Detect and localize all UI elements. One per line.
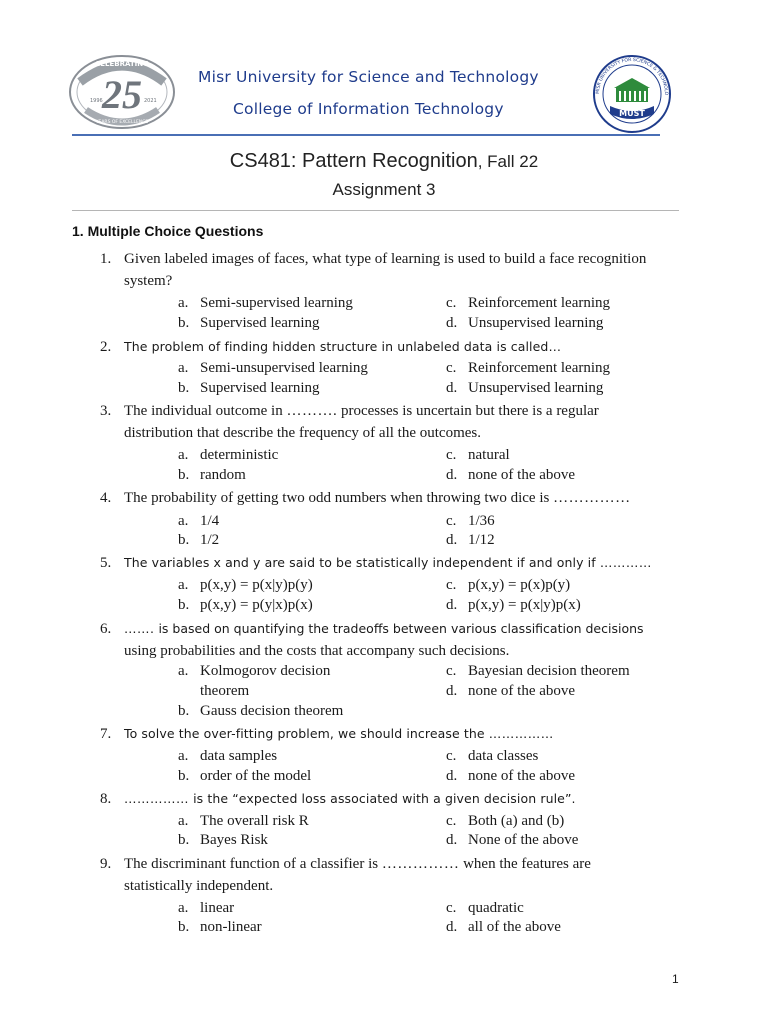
logo-year-start: 1996	[90, 98, 103, 104]
option-c: c. data classes	[446, 748, 539, 764]
option-a: a. linear	[178, 900, 235, 916]
option-b: b. p(x,y) = p(y|x)p(x)	[178, 597, 313, 613]
question-number: 3.	[100, 403, 112, 419]
option-a: a. deterministic	[178, 447, 279, 463]
question-number: 6.	[100, 621, 112, 637]
option-a: a. The overall risk R	[178, 813, 309, 829]
question-text: The probability of getting two odd numbers when throwing two dice is ……………	[124, 490, 631, 506]
answer-blank: ……………	[124, 791, 189, 806]
option-b: b. Gauss decision theorem	[178, 703, 344, 719]
option-a-continued: theorem	[200, 683, 250, 699]
header-divider	[72, 134, 660, 136]
college-name: College of Information Technology	[233, 100, 504, 118]
question-number: 2.	[100, 339, 112, 355]
option-c: c. natural	[446, 447, 510, 463]
course-term: , Fall 22	[477, 152, 539, 171]
answer-blank: ……….	[286, 403, 338, 419]
option-b: b. random	[178, 467, 246, 483]
option-d: d. Unsupervised learning	[446, 315, 604, 331]
question-line: system?	[124, 273, 173, 289]
option-c: c. 1/36	[446, 513, 495, 529]
option-a: a. 1/4	[178, 513, 220, 529]
logo-celebrating-text: CELEBRATING	[95, 60, 149, 68]
option-d: d. none of the above	[446, 467, 576, 483]
course-title	[0, 150, 768, 173]
question-number: 1.	[100, 251, 112, 267]
logo-25-text: 25	[102, 72, 142, 117]
question-line: Given labeled images of faces, what type of learning is used to build a face recognition	[124, 251, 647, 267]
question-text: The variables x and y are said to be statistically independent if and only if …………	[124, 555, 652, 570]
assignment-title: Assignment 3	[332, 180, 436, 199]
question-text: The individual outcome in ………. processes is uncertain but there is a regular distribution that describe the frequency of all the outcomes.	[124, 403, 599, 441]
answer-blank: ……………	[381, 856, 460, 872]
option-d: d. none of the above	[446, 768, 576, 784]
option-d: d. 1/12	[446, 532, 495, 548]
option-c: c. quadratic	[446, 900, 524, 916]
option-a: a. p(x,y) = p(x|y)p(y)	[178, 577, 313, 593]
option-a: a. Semi-supervised learning	[178, 295, 353, 311]
seal-abbr-text: MUST	[619, 109, 645, 118]
question-number: 5.	[100, 555, 112, 571]
question-text: The problem of finding hidden structure in unlabeled data is called…	[124, 339, 562, 354]
option-a: a. data samples	[178, 748, 278, 764]
question-text: ……. is based on quantifying the tradeoffs between various classification decisions using probabilities and the costs that accompany such decisions.	[124, 621, 644, 659]
question-number: 9.	[100, 856, 112, 872]
logo-year-end: 2021	[144, 98, 157, 104]
course-code-title: CS481: Pattern Recognition	[229, 150, 478, 172]
option-c: c. Bayesian decision theorem	[446, 663, 630, 679]
option-d: d. p(x,y) = p(x|y)p(x)	[446, 597, 581, 613]
question-text: …………… is the “expected loss associated with a given decision rule”.	[124, 791, 576, 806]
must-university-seal	[590, 54, 674, 134]
option-b: b. order of the model	[178, 768, 312, 784]
option-b: b. Supervised learning	[178, 380, 320, 396]
option-d: d. none of the above	[446, 683, 576, 699]
question-text: To solve the over-fitting problem, we should increase the ……………	[124, 726, 554, 741]
question-text: The discriminant function of a classifier is …………… when the features are statistically independent.	[124, 856, 591, 894]
university-name: Misr University for Science and Technology	[198, 68, 539, 86]
answer-blank: …….	[124, 621, 155, 636]
option-b: b. Supervised learning	[178, 315, 320, 331]
option-c: c. Both (a) and (b)	[446, 813, 565, 829]
answer-blank: …………	[599, 555, 652, 570]
option-d: d. None of the above	[446, 832, 579, 848]
option-b: b. Bayes Risk	[178, 832, 268, 848]
section-title: 1. Multiple Choice Questions	[72, 223, 264, 239]
question-text	[124, 248, 704, 292]
option-a: a. Semi-unsupervised learning	[178, 360, 368, 376]
seal-ring-text: MISR UNIVERSITY FOR SCIENCE & TECHNOLO	[595, 57, 669, 96]
answer-blank: ……………	[488, 726, 554, 741]
answer-blank: ……………	[553, 490, 631, 506]
logo-years-text: YEARS OF EXCELLENCE	[95, 120, 149, 125]
question-number: 8.	[100, 791, 112, 807]
page-number: 1	[672, 972, 679, 986]
document-header	[0, 0, 768, 140]
option-d: d. Unsupervised learning	[446, 380, 604, 396]
option-c: c. p(x,y) = p(x)p(y)	[446, 577, 571, 593]
title-divider	[72, 210, 679, 211]
option-a: a. Kolmogorov decision	[178, 663, 331, 679]
question-number: 7.	[100, 726, 112, 742]
option-c: c. Reinforcement learning	[446, 360, 611, 376]
option-b: b. 1/2	[178, 532, 220, 548]
option-d: d. all of the above	[446, 919, 561, 935]
celebrating-25-years-logo	[66, 52, 178, 132]
option-c: c. Reinforcement learning	[446, 295, 611, 311]
question-number: 4.	[100, 490, 112, 506]
option-b: b. non-linear	[178, 919, 262, 935]
